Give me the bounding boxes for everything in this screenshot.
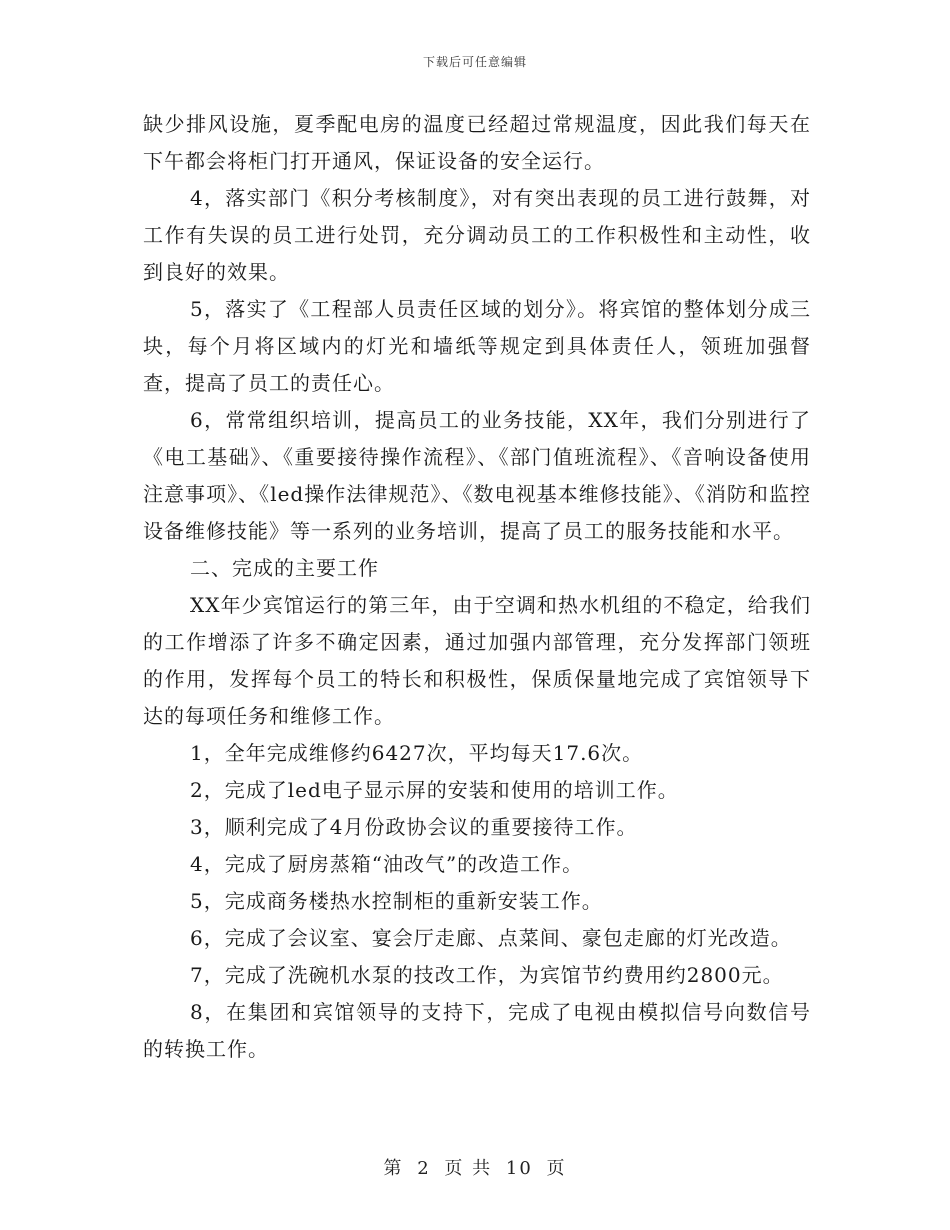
footer-middle: 页 共 [444,1158,493,1179]
list-item: 3，顺利完成了4月份政协会议的重要接待工作。 [190,815,638,839]
section-intro-paragraph: XX年少宾馆运行的第三年，由于空调和热水机组的不稳定，给我们的工作增添了许多不确定因素，通过加强内部管理，充分发挥部门领班的作用，发挥每个员工的特长和积极性，保质保量地完成了宾馆领导下达的每项任务和维修工作。 [143,593,811,728]
page-number-footer [0,1154,950,1180]
total-page-count: 10 [505,1158,533,1179]
header-note: 下载后可任意编辑 [422,55,527,69]
list-item: 8，在集团和宾馆领导的支持下，完成了电视由模拟信号向数信号的转换工作。 [143,1000,811,1061]
footer-suffix: 页 [546,1158,567,1179]
paragraph-item-4: 4，落实部门《积分考核制度》，对有突出表现的员工进行鼓舞，对工作有失误的员工进行处罚，充分调动员工的工作积极性和主动性，收到良好的效果。 [143,186,811,284]
current-page-number: 2 [417,1158,431,1179]
section-heading: 二、完成的主要工作 [190,556,379,580]
paragraph-item-6: 6，常常组织培训，提高员工的业务技能，XX年，我们分别进行了《电工基础》、《重要接待操作流程》、《部门值班流程》、《音响设备使用注意事项》、《led操作法律规范》、《数电视基本维修技能》、《消防和监控设备维修技能》等一系列的业务培训，提高了员工的服务技能和水平。 [143,408,811,543]
paragraph-item-5: 5，落实了《工程部人员责任区域的划分》。将宾馆的整体划分成三块，每个月将区域内的灯光和墙纸等规定到具体责任人，领班加强督查，提高了员工的责任心。 [143,297,811,395]
list-item: 5，完成商务楼热水控制柜的重新安装工作。 [190,889,603,913]
list-item: 1，全年完成维修约6427次，平均每天17.6次。 [190,741,644,765]
paragraph-continued: 缺少排风设施，夏季配电房的温度已经超过常规温度，因此我们每天在下午都会将柜门打开通风，保证设备的安全运行。 [143,112,811,173]
list-item: 4，完成了厨房蒸箱“油改气”的改造工作。 [190,852,584,876]
document-body [143,106,811,1068]
list-item: 2，完成了led电子显示屏的安装和使用的培训工作。 [190,778,679,802]
footer-prefix: 第 [383,1158,404,1179]
list-item: 6，完成了会议室、宴会厅走廊、点菜间、豪包走廊的灯光改造。 [190,926,792,950]
list-item: 7，完成了洗碗机水泵的技改工作，为宾馆节约费用约2800元。 [190,963,784,987]
